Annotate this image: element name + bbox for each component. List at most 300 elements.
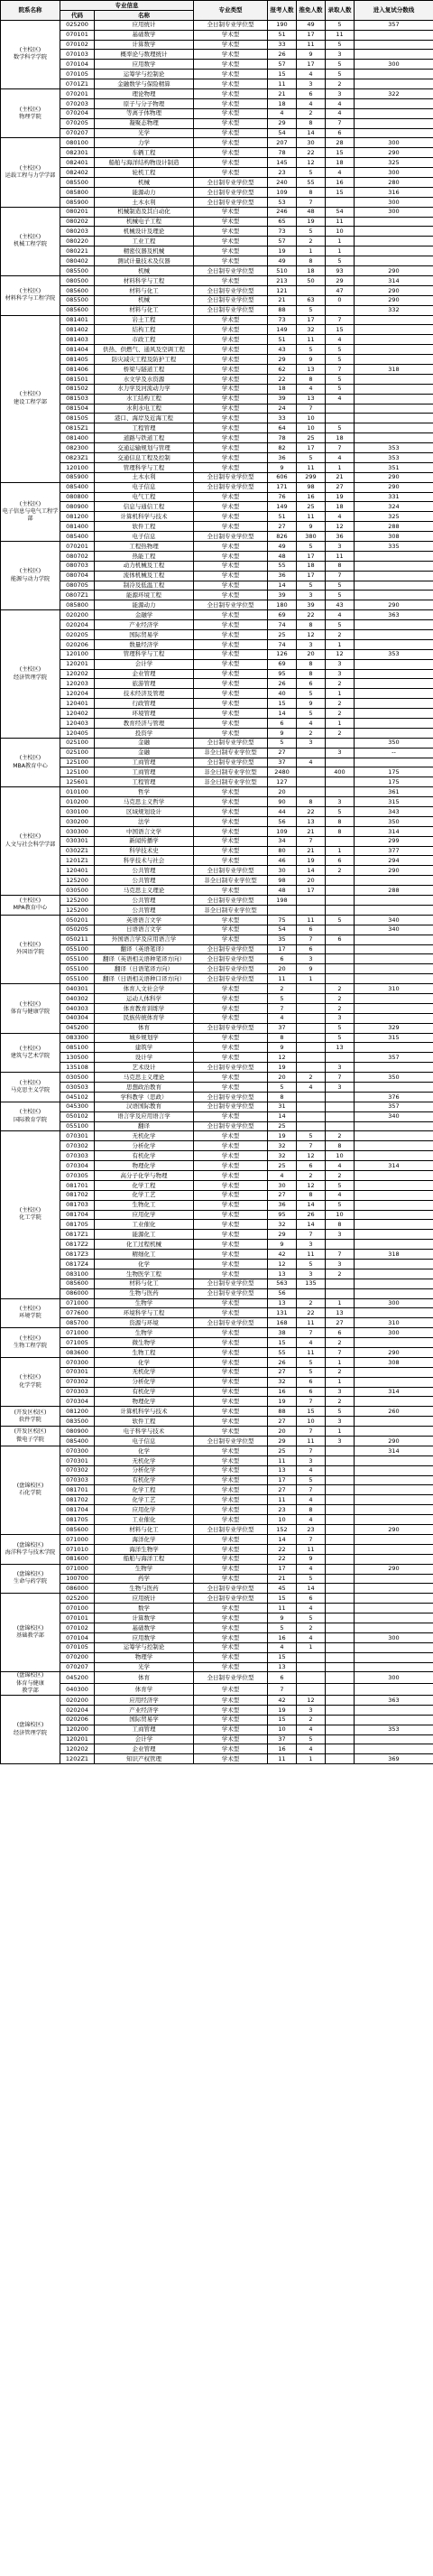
table-row xyxy=(1,118,433,128)
name-cell: 结构工程 xyxy=(95,325,194,335)
exempt-cell xyxy=(297,1662,326,1672)
exempt-cell xyxy=(297,1288,326,1298)
applicants-cell: 180 xyxy=(268,600,297,610)
score-cell: 340 xyxy=(355,915,433,925)
name-cell: 车辆工程 xyxy=(95,148,194,158)
applicants-cell: 13 xyxy=(268,1298,297,1308)
exempt-cell: 5 xyxy=(297,581,326,591)
exempt-cell: 17 xyxy=(297,315,326,325)
name-cell: 行政管理 xyxy=(95,699,194,709)
score-cell xyxy=(355,1544,433,1554)
dept-cell: (盘锦校区) 体育与健康 教学部 xyxy=(1,1672,60,1696)
score-cell: 310 xyxy=(355,1318,433,1328)
enrolled-cell xyxy=(326,1495,355,1505)
exempt-cell: 5 xyxy=(297,1357,326,1367)
name-cell: 测试计量技术及仪器 xyxy=(95,256,194,266)
applicants-cell: 5 xyxy=(268,993,297,1003)
type-cell: 学术型 xyxy=(194,108,268,118)
exempt-cell: 1 xyxy=(297,974,326,984)
table-row xyxy=(1,1180,433,1190)
exempt-cell: 4 xyxy=(297,758,326,767)
header-name: 名称 xyxy=(95,10,194,20)
applicants-cell: 51 xyxy=(268,30,297,40)
enrolled-cell xyxy=(326,1604,355,1613)
name-cell: 工商管理 xyxy=(95,767,194,777)
applicants-cell: 126 xyxy=(268,649,297,659)
enrolled-cell: 1 xyxy=(326,1357,355,1367)
score-cell xyxy=(355,1121,433,1131)
score-cell xyxy=(355,1613,433,1623)
type-cell: 全日制专业学位型 xyxy=(194,1318,268,1328)
name-cell: 应用数学 xyxy=(95,60,194,70)
name-cell: 材料与化工 xyxy=(95,285,194,295)
code-cell: 085100 xyxy=(60,1043,95,1053)
type-cell: 学术型 xyxy=(194,79,268,89)
type-cell: 学术型 xyxy=(194,1613,268,1623)
enrolled-cell: 18 xyxy=(326,502,355,512)
type-cell: 学术型 xyxy=(194,50,268,60)
score-cell xyxy=(355,1594,433,1604)
code-cell: 050205 xyxy=(60,925,95,935)
applicants-cell: 75 xyxy=(268,915,297,925)
score-cell xyxy=(355,1260,433,1269)
exempt-cell: 1 xyxy=(297,1642,326,1652)
applicants-cell: 10 xyxy=(268,1515,297,1525)
table-row xyxy=(1,1121,433,1131)
name-cell: 工程管理 xyxy=(95,777,194,787)
exempt-cell xyxy=(297,1043,326,1053)
applicants-cell: 11 xyxy=(268,1754,297,1764)
name-cell: 应用统计 xyxy=(95,1594,194,1604)
name-cell: 英语语言文学 xyxy=(95,915,194,925)
type-cell: 学术型 xyxy=(194,1377,268,1387)
code-cell: 040304 xyxy=(60,1013,95,1023)
code-cell: 080900 xyxy=(60,1427,95,1437)
enrolled-cell: 93 xyxy=(326,266,355,276)
enrolled-cell xyxy=(326,1092,355,1102)
score-cell xyxy=(355,404,433,414)
name-cell: 生物医学工程 xyxy=(95,1269,194,1279)
exempt-cell: 5 xyxy=(297,1574,326,1584)
name-cell: 数学 xyxy=(95,1604,194,1613)
type-cell: 学术型 xyxy=(194,1240,268,1250)
score-cell xyxy=(355,1170,433,1180)
applicants-cell xyxy=(268,905,297,915)
code-cell: 080202 xyxy=(60,217,95,227)
score-cell: 290 xyxy=(355,1525,433,1535)
score-cell xyxy=(355,944,433,954)
enrolled-cell: 15 xyxy=(326,148,355,158)
table-row xyxy=(1,1515,433,1525)
applicants-cell: 13 xyxy=(268,1269,297,1279)
name-cell: 化学 xyxy=(95,1446,194,1455)
name-cell: 基础数学 xyxy=(95,30,194,40)
type-cell: 学术型 xyxy=(194,1250,268,1260)
code-cell: 070200 xyxy=(60,1652,95,1662)
score-cell xyxy=(355,1210,433,1220)
name-cell: 艺术设计 xyxy=(95,1063,194,1073)
applicants-cell: 20 xyxy=(268,964,297,974)
enrolled-cell: 3 xyxy=(326,50,355,60)
score-cell: 290 xyxy=(355,1564,433,1574)
enrolled-cell: 4 xyxy=(326,98,355,108)
name-cell: 生物工程 xyxy=(95,1348,194,1358)
type-cell: 学术型 xyxy=(194,1417,268,1427)
exempt-cell: 22 xyxy=(297,148,326,158)
applicants-cell: 62 xyxy=(268,364,297,374)
name-cell: 环境管理 xyxy=(95,709,194,719)
type-cell: 学术型 xyxy=(194,512,268,522)
name-cell: 翻译（英语笔译） xyxy=(95,944,194,954)
type-cell: 全日制专业学位型 xyxy=(194,1092,268,1102)
header-type: 专业类型 xyxy=(194,1,268,21)
applicants-cell: 33 xyxy=(268,40,297,50)
dept-cell: (盘锦校区) 海洋科学与技术学院 xyxy=(1,1534,60,1564)
table-row xyxy=(1,630,433,640)
name-cell: 物理化学 xyxy=(95,1161,194,1171)
exempt-cell: 13 xyxy=(297,816,326,826)
enrolled-cell: 8 xyxy=(326,816,355,826)
code-cell: 055100 xyxy=(60,974,95,984)
exempt-cell: 135 xyxy=(297,1279,326,1288)
code-cell: 055100 xyxy=(60,964,95,974)
applicants-cell: 74 xyxy=(268,620,297,630)
code-cell: 085800 xyxy=(60,600,95,610)
applicants-cell: 27 xyxy=(268,1417,297,1427)
exempt-cell: 8 xyxy=(297,187,326,197)
enrolled-cell xyxy=(326,905,355,915)
type-cell: 学术型 xyxy=(194,1003,268,1013)
score-cell: 350 xyxy=(355,738,433,748)
type-cell: 全日制专业学位型 xyxy=(194,532,268,542)
enrolled-cell: 1 xyxy=(326,237,355,246)
enrolled-cell xyxy=(326,1053,355,1063)
dept-cell: (主校区) 机械工程学院 xyxy=(1,207,60,275)
type-cell: 学术型 xyxy=(194,1328,268,1338)
exempt-cell: 8 xyxy=(297,669,326,679)
type-cell: 学术型 xyxy=(194,1544,268,1554)
exempt-cell: 5 xyxy=(297,709,326,719)
exempt-cell: 4 xyxy=(297,1725,326,1734)
enrolled-cell: 5 xyxy=(326,423,355,433)
applicants-cell: 826 xyxy=(268,532,297,542)
enrolled-cell xyxy=(326,777,355,787)
code-cell: 030100 xyxy=(60,807,95,817)
exempt-cell: 14 xyxy=(297,1220,326,1230)
applicants-cell: 606 xyxy=(268,472,297,482)
code-cell: 070104 xyxy=(60,60,95,70)
type-cell: 学术型 xyxy=(194,1485,268,1495)
exempt-cell: 17 xyxy=(297,60,326,70)
score-cell xyxy=(355,905,433,915)
enrolled-cell: 3 xyxy=(326,748,355,758)
exempt-cell: 4 xyxy=(297,384,326,394)
score-cell: 300 xyxy=(355,1672,433,1684)
enrolled-cell xyxy=(326,1754,355,1764)
table-row xyxy=(1,1151,433,1161)
exempt-cell: 2 xyxy=(297,1715,326,1725)
exempt-cell: 25 xyxy=(297,433,326,443)
applicants-cell: 190 xyxy=(268,20,297,30)
name-cell: 法学 xyxy=(95,816,194,826)
code-cell: 081406 xyxy=(60,364,95,374)
applicants-cell: 131 xyxy=(268,1308,297,1318)
applicants-cell: 16 xyxy=(268,1387,297,1397)
code-cell: 070205 xyxy=(60,118,95,128)
name-cell: 材料与化工 xyxy=(95,1525,194,1535)
type-cell: 学术型 xyxy=(194,1632,268,1642)
table-row xyxy=(1,1200,433,1210)
exempt-cell: 12 xyxy=(297,1151,326,1161)
exempt-cell: 4 xyxy=(297,1495,326,1505)
score-cell: 290 xyxy=(355,1348,433,1358)
type-cell: 全日制专业学位型 xyxy=(194,1279,268,1288)
name-cell: 产业经济学 xyxy=(95,620,194,630)
exempt-cell: 5 xyxy=(297,168,326,178)
table-row xyxy=(1,581,433,591)
applicants-cell: 29 xyxy=(268,1230,297,1240)
applicants-cell: 20 xyxy=(268,1427,297,1437)
enrolled-cell: 5 xyxy=(326,591,355,600)
applicants-cell: 14 xyxy=(268,709,297,719)
applicants-cell: 56 xyxy=(268,1288,297,1298)
enrolled-cell: 5 xyxy=(326,70,355,79)
applicants-cell: 12 xyxy=(268,1260,297,1269)
exempt-cell: 20 xyxy=(297,649,326,659)
applicants-cell: 29 xyxy=(268,1437,297,1446)
score-cell: 340 xyxy=(355,1111,433,1121)
type-cell: 学术型 xyxy=(194,227,268,237)
table-row xyxy=(1,1534,433,1544)
code-cell: 020200 xyxy=(60,610,95,620)
table-row xyxy=(1,935,433,944)
score-cell: 361 xyxy=(355,787,433,797)
code-cell: 085500 xyxy=(60,266,95,276)
code-cell: 085400 xyxy=(60,532,95,542)
code-cell: 071010 xyxy=(60,1544,95,1554)
exempt-cell: 3 xyxy=(297,79,326,89)
enrolled-cell: 18 xyxy=(326,433,355,443)
score-cell xyxy=(355,728,433,738)
applicants-cell: 29 xyxy=(268,118,297,128)
enrolled-cell xyxy=(326,197,355,207)
dept-cell: (主校区) 化工学院 xyxy=(1,1131,60,1298)
name-cell: 设计学 xyxy=(95,1053,194,1063)
type-cell: 全日制专业学位型 xyxy=(194,1102,268,1111)
name-cell: 物理化学 xyxy=(95,1397,194,1407)
table-row xyxy=(1,886,433,896)
type-cell: 学术型 xyxy=(194,1642,268,1652)
code-cell: 070101 xyxy=(60,30,95,40)
type-cell: 学术型 xyxy=(194,423,268,433)
name-cell: 民族传统体育学 xyxy=(95,1013,194,1023)
code-cell: 050102 xyxy=(60,1111,95,1121)
enrolled-cell xyxy=(326,1734,355,1744)
applicants-cell: 198 xyxy=(268,896,297,906)
type-cell: 学术型 xyxy=(194,148,268,158)
code-cell: 081402 xyxy=(60,325,95,335)
score-cell: 315 xyxy=(355,797,433,807)
name-cell: 微生物学 xyxy=(95,1338,194,1348)
name-cell: 精密仪器及机械 xyxy=(95,246,194,256)
score-cell xyxy=(355,561,433,571)
enrolled-cell xyxy=(326,876,355,886)
score-cell xyxy=(355,246,433,256)
name-cell: 无机化学 xyxy=(95,1131,194,1141)
score-cell xyxy=(355,1131,433,1141)
table-row xyxy=(1,522,433,532)
name-cell: 能源化工 xyxy=(95,1230,194,1240)
score-cell xyxy=(355,679,433,689)
applicants-cell: 95 xyxy=(268,1210,297,1220)
name-cell: 计算机科学与技术 xyxy=(95,512,194,522)
score-cell: 315 xyxy=(355,1033,433,1043)
score-cell xyxy=(355,394,433,404)
code-cell: 070303 xyxy=(60,1387,95,1397)
applicants-cell: 563 xyxy=(268,1279,297,1288)
table-row xyxy=(1,1141,433,1151)
applicants-cell: 54 xyxy=(268,128,297,138)
name-cell: 制冷及低温工程 xyxy=(95,581,194,591)
table-row xyxy=(1,719,433,729)
code-cell: 070101 xyxy=(60,1613,95,1623)
dept-cell: (主校区) 能源与动力学院 xyxy=(1,541,60,609)
exempt-cell: 5 xyxy=(297,1260,326,1269)
table-row xyxy=(1,669,433,679)
exempt-cell: 4 xyxy=(297,1744,326,1754)
exempt-cell: 7 xyxy=(297,1141,326,1151)
type-cell: 全日制专业学位型 xyxy=(194,896,268,906)
name-cell: 化学工程 xyxy=(95,1180,194,1190)
type-cell: 全日制专业学位型 xyxy=(194,20,268,30)
table-row xyxy=(1,1082,433,1092)
enrolled-cell: 3 xyxy=(326,1063,355,1073)
table-row xyxy=(1,1033,433,1043)
name-cell: 工程管理 xyxy=(95,423,194,433)
applicants-cell: 19 xyxy=(268,1397,297,1407)
code-cell: 050211 xyxy=(60,935,95,944)
enrolled-cell xyxy=(326,738,355,748)
applicants-cell: 145 xyxy=(268,158,297,168)
table-row xyxy=(1,266,433,276)
applicants-cell: 54 xyxy=(268,925,297,935)
type-cell: 学术型 xyxy=(194,414,268,423)
exempt-cell: 13 xyxy=(297,364,326,374)
name-cell: 运筹学与控制论 xyxy=(95,1642,194,1652)
dept-cell: (主校区) 环境学院 xyxy=(1,1298,60,1328)
type-cell: 学术型 xyxy=(194,1269,268,1279)
enrolled-cell xyxy=(326,1715,355,1725)
score-cell: 290 xyxy=(355,285,433,295)
type-cell: 学术型 xyxy=(194,689,268,699)
code-cell: 085700 xyxy=(60,1318,95,1328)
name-cell: 理论物理 xyxy=(95,89,194,99)
code-cell: 050201 xyxy=(60,915,95,925)
dept-cell: (盘锦校区) 基础教学部 xyxy=(1,1594,60,1672)
score-cell xyxy=(355,40,433,50)
type-cell: 全日制专业学位型 xyxy=(194,482,268,492)
table-row xyxy=(1,502,433,512)
type-cell: 学术型 xyxy=(194,659,268,669)
name-cell: 运动人体科学 xyxy=(95,993,194,1003)
name-cell: 体育教育训练学 xyxy=(95,1003,194,1013)
code-cell: 120401 xyxy=(60,866,95,876)
table-row xyxy=(1,551,433,561)
enrolled-cell: 5 xyxy=(326,20,355,30)
name-cell: 动力机械及工程 xyxy=(95,561,194,571)
type-cell: 学术型 xyxy=(194,237,268,246)
table-row xyxy=(1,1705,433,1715)
table-row xyxy=(1,305,433,315)
name-cell: 材料科学与工程 xyxy=(95,275,194,285)
table-row xyxy=(1,639,433,649)
score-cell: 335 xyxy=(355,541,433,551)
code-cell: 0817Z3 xyxy=(60,1250,95,1260)
type-cell: 学术型 xyxy=(194,404,268,414)
code-cell: 120202 xyxy=(60,1744,95,1754)
score-cell: 308 xyxy=(355,1357,433,1367)
enrolled-cell: 6 xyxy=(326,1328,355,1338)
code-cell: 055100 xyxy=(60,1121,95,1131)
score-cell: 290 xyxy=(355,1437,433,1446)
exempt-cell xyxy=(297,1652,326,1662)
applicants-cell: 38 xyxy=(268,1328,297,1338)
table-row xyxy=(1,1725,433,1734)
enrolled-cell: 3 xyxy=(326,1260,355,1269)
score-cell xyxy=(355,1475,433,1485)
score-cell xyxy=(355,237,433,246)
code-cell: 081400 xyxy=(60,522,95,532)
name-cell: 知识产权管理 xyxy=(95,1754,194,1764)
score-cell: 353 xyxy=(355,443,433,453)
type-cell: 学术型 xyxy=(194,335,268,345)
name-cell: 船舶与海洋结构物设计制造 xyxy=(95,158,194,168)
name-cell: 流体机械及工程 xyxy=(95,571,194,581)
table-row xyxy=(1,1063,433,1073)
score-cell: 357 xyxy=(355,1102,433,1111)
name-cell: 公共管理 xyxy=(95,866,194,876)
table-row xyxy=(1,1003,433,1013)
type-cell: 学术型 xyxy=(194,1013,268,1023)
type-cell: 全日制专业学位型 xyxy=(194,1437,268,1446)
applicants-cell: 11 xyxy=(268,1604,297,1613)
code-cell: 070201 xyxy=(60,541,95,551)
name-cell: 科学技术史 xyxy=(95,846,194,856)
score-cell xyxy=(355,620,433,630)
type-cell: 全日制专业学位型 xyxy=(194,197,268,207)
applicants-cell: 29 xyxy=(268,355,297,365)
type-cell: 学术型 xyxy=(194,315,268,325)
applicants-cell: 213 xyxy=(268,275,297,285)
code-cell: 055100 xyxy=(60,954,95,964)
enrolled-cell: 1 xyxy=(326,639,355,649)
exempt-cell xyxy=(297,984,326,994)
enrolled-cell: 4 xyxy=(326,1190,355,1200)
name-cell: 外国语言学及应用语言学 xyxy=(95,935,194,944)
type-cell: 学术型 xyxy=(194,1725,268,1734)
score-cell: 290 xyxy=(355,482,433,492)
table-row xyxy=(1,148,433,158)
exempt-cell: 6 xyxy=(297,1161,326,1171)
type-cell: 学术型 xyxy=(194,797,268,807)
applicants-cell: 9 xyxy=(268,1613,297,1623)
table-row xyxy=(1,20,433,30)
table-row xyxy=(1,285,433,295)
applicants-cell: 8 xyxy=(268,1092,297,1102)
code-cell: 080704 xyxy=(60,571,95,581)
applicants-cell: 21 xyxy=(268,1574,297,1584)
score-cell xyxy=(355,1180,433,1190)
